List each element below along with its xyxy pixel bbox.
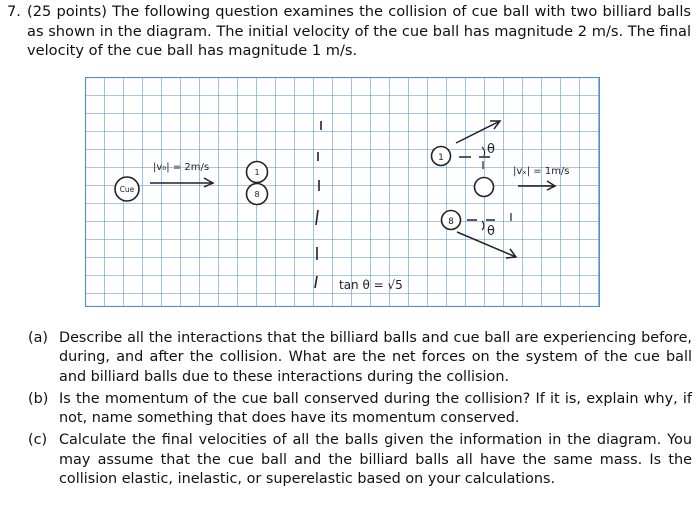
part-a-label: (a) [28,330,49,346]
cue-ball-final [475,178,494,197]
tan-note: tan θ = √5 [339,278,403,292]
part-a-text: Describe all the interactions that the billiard balls and cue ball are experiencing before, during, and after the collision. What are the net forces on the system of the cue ball and billiard balls due to these interactions during the collision. [59,330,692,385]
ball-1-angle-label: θ [487,142,495,157]
ball-8-final [442,211,461,230]
part-c [28,431,692,489]
part-b [28,390,692,429]
cue-ball-label: Cue [119,185,135,194]
question-parts [28,329,692,492]
ball-8-initial-label: 8 [254,190,260,199]
ball-8-initial [247,184,268,205]
initial-velocity-note: |v₀| = 2m/s [153,162,210,173]
question-text: (25 points) The following question examines the collision of cue ball with two billiard balls as shown in the diagram. The initial velocity of the cue ball has magnitude 2 m/s. The final velocity of the cue ball has magnitude 1 m/s. [27,3,691,59]
ball-1-final-label: 1 [438,153,444,163]
ball-1-initial [247,162,268,183]
grid-background [85,77,600,307]
part-b-label: (b) [28,390,49,407]
part-b-text: Is the momentum of the cue ball conserved during the collision? If it is, explain why, if not, name something that does have its momentum conserved. [59,390,692,427]
question-number: 7. [7,3,21,20]
ball-8-angle-label: θ [487,224,495,239]
ball-8-final-label: 8 [448,217,454,227]
part-a [28,329,692,387]
collision-diagram [85,77,600,307]
part-c-text: Calculate the final velocities of all the balls given the information in the diagram. You may assume that the cue ball and the billiard balls all have the same mass. Is the collision elastic, inelastic, or superelastic based on your calculations. [59,432,692,488]
final-velocity-note: |vₓ| = 1m/s [513,166,570,177]
question-header [7,2,691,61]
part-c-label: (c) [28,432,48,449]
ball-1-initial-label: 1 [254,168,260,177]
cue-ball [115,177,139,201]
ball-1-final [432,147,451,166]
